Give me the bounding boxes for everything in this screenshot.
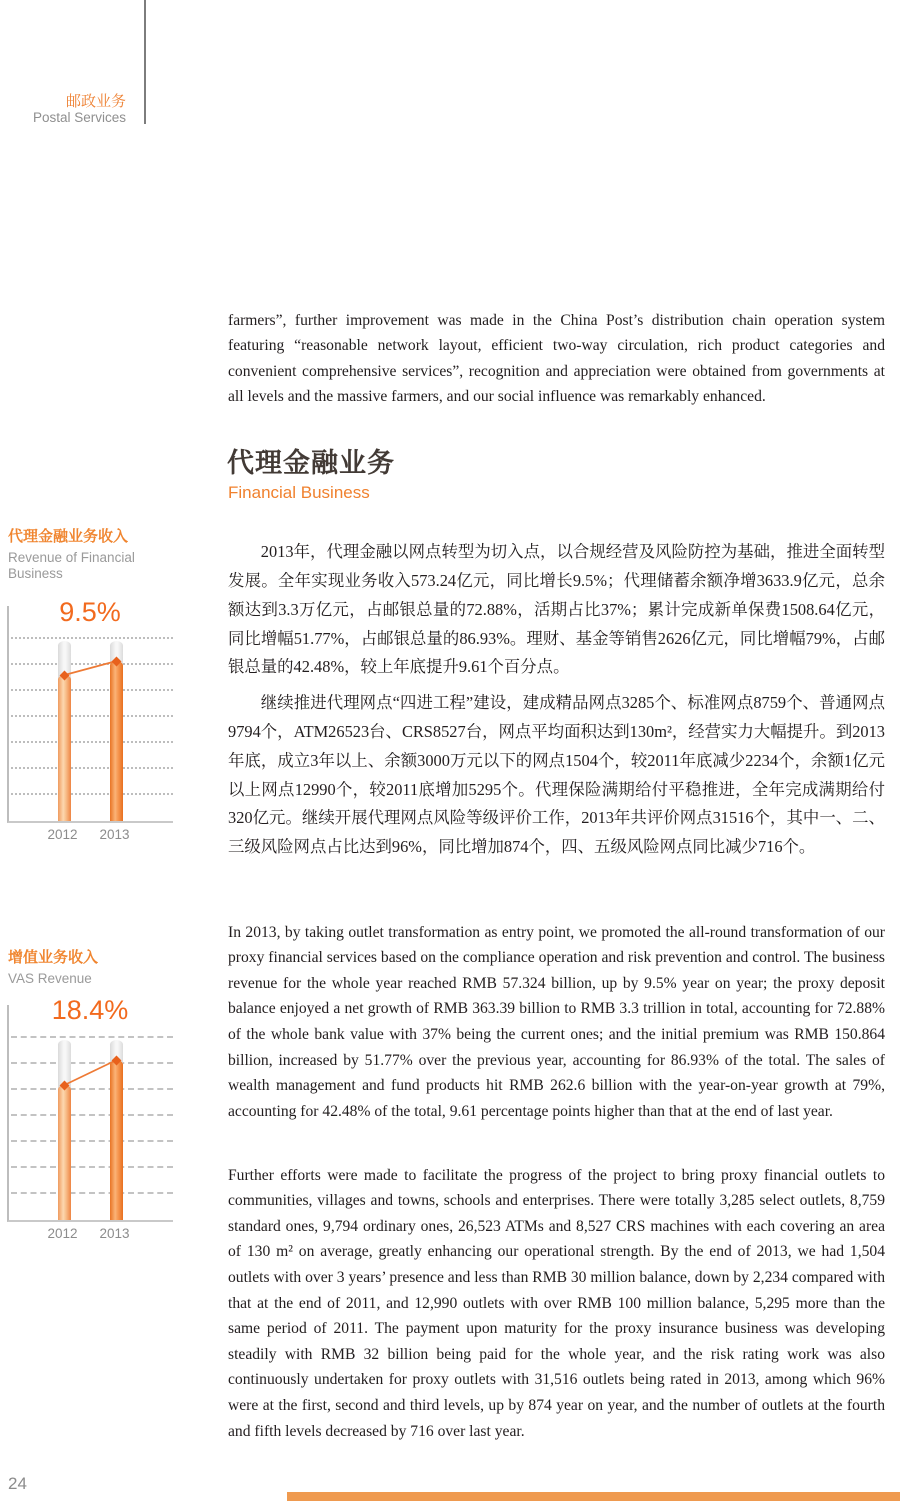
plot-area	[7, 606, 173, 823]
x-tick-label: 2013	[99, 1226, 130, 1241]
chart-title: 增值业务收入	[8, 949, 99, 966]
header-divider	[144, 0, 146, 124]
growth-label: 18.4%	[51, 995, 129, 1025]
x-axis-labels	[7, 827, 173, 845]
section-title-zh: 代理金融业务	[227, 448, 395, 478]
trend-line	[9, 1005, 175, 1222]
intro-paragraph: farmers”, further improvement was made in the China Post’s distribution chain operation system featuring “reasonable network layout, efficient two-way circulation, rich product categories and convenient comprehensive services”, recognition and appreciation were obtained from governments at all levels and the massive farmers, and our social influence was remarkably enhanced.	[228, 311, 885, 406]
x-tick-label: 2012	[47, 1226, 78, 1241]
footer-accent-bar	[287, 1492, 900, 1501]
page-header-title-zh: 邮政业务	[65, 93, 126, 110]
chart-title: 代理金融业务收入	[8, 528, 129, 545]
chart-subtitle: VAS Revenue	[8, 971, 92, 986]
x-tick-label: 2012	[47, 827, 78, 842]
chart-subtitle: Revenue of Financial Business	[8, 550, 135, 581]
x-tick-label: 2013	[99, 827, 130, 842]
en-paragraph-1: In 2013, by taking outlet transformation as entry point, we promoted the all-round transformation of our proxy financial services based on the compliance operation and risk prevention and control. The business revenue for the whole year reached RMB 57.324 billion, up by 9.5% year on year; the proxy deposit balance enjoyed a net growth of RMB 363.39 billion to RMB 3.3 trillion in total, accounting for 72.88% of the whole bank value with 37% being the current ones; and the initial premium was RMB 150.864 billion, increased by 51.77% over the previous year, accounting for 86.93% of the total. The sales of wealth management and fund products hit RMB 262.6 billion with the year-on-year growth at 79%, accounting for 42.48% of the total, 9.61 percentage points higher than that at the end of last year.	[228, 923, 885, 1120]
page-header-title-en: Postal Services	[32, 110, 126, 125]
zh-paragraph-1: 2013年，代理金融以网点转型为切入点，以合规经营及风险防控为基础，推进全面转型发展。全年实现业务收入573.24亿元，同比增长9.5%；代理储蓄余额净增3633.9亿元，总余额达到3.3万亿元，占邮银总量的72.88%，活期占比37%；累计完成新单保费1508.64亿元，同比增幅51.77%，占邮银总量的86.93%。理财、基金等销售2626亿元，同比增幅79%，占邮银总量的42.48%，较上年底提升9.61个百分点。	[228, 542, 885, 677]
section-title-en: Financial Business	[228, 483, 370, 502]
plot-area	[7, 1005, 173, 1222]
en-paragraph-2: Further efforts were made to facilitate the progress of the project to bring proxy financial outlets to communities, villages and towns, schools and enterprises. There were totally 3,285 select outlets, 8,759 standard ones, 9,794 ordinary ones, 26,523 ATMs and 8,527 CRS machines with each covering an area of 130 m² on average, greatly enhancing our operational strength. By the end of 2013, we had 1,504 outlets with over 3 years’ presence and less than RMB 30 million balance, down by 2,234 compared with that at the end of 2011, and 12,990 outlets with over RMB 100 million balance, 5,295 more than the same period of 2011. The payment upon maturity for the proxy insurance business was developing steadily with RMB 32 billion being paid for the whole year, and the risk rating work was also continuously undertaken for proxy outlets with 31,516 outlets being rated in 2013, among which 96% were at the first, second and third levels, up by 874 year on year, and the number of outlets at the fourth and fifth levels decreased by 716 over last year.	[228, 1166, 885, 1440]
zh-paragraph-2: 继续推进代理网点“四进工程”建设，建成精品网点3285个、标准网点8759个、普通网点9794个，ATM26523台、CRS8527台，网点平均面积达到130m²，经营实力大幅提升。到2013年底，成立3年以上、余额3000万元以下的网点1504个，较2011年底减少2234个，余额1亿元以上网点12990个，较2011底增加5295个。代理保险满期给付平稳推进，全年完成满期给付320亿元。继续开展代理网点风险等级评价工作，2013年共评价网点31516个，其中一、二、三级风险网点占比达到96%，同比增加874个，四、五级风险网点同比减少716个。	[228, 693, 885, 856]
page-number: 24	[8, 1474, 27, 1493]
trend-line	[9, 606, 175, 823]
growth-label: 9.5%	[59, 597, 121, 627]
x-axis-labels	[7, 1226, 173, 1244]
